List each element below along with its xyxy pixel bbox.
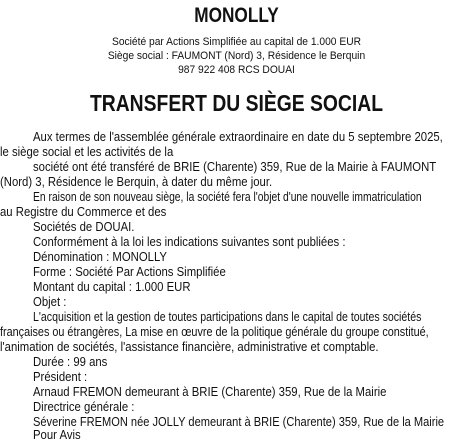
body-line: L'acquisition et la gestion de toutes participations dans le capital de toutes sociétés — [33, 310, 422, 324]
body-line: société ont été transféré de BRIE (Charente) 359, Rue de la Mairie à FAUMONT — [33, 160, 437, 174]
company-registration-number: 987 922 408 RCS DOUAI — [178, 64, 295, 76]
company-registered-office: Siège social : FAUMONT (Nord) 3, Résidence le Berquin — [107, 50, 366, 62]
body-line: Objet : — [33, 295, 67, 309]
company-name: MONOLLY — [194, 4, 279, 27]
notice-heading: TRANSFERT DU SIÈGE SOCIAL — [89, 90, 384, 116]
body-line: (Nord) 3, Résidence le Berquin, à dater du même jour. — [0, 175, 273, 189]
body-line: Dénomination : MONOLLY — [33, 250, 167, 264]
company-legal-form: Société par Actions Simplifiée au capital de 1.000 EUR — [111, 36, 362, 48]
body-line: Directrice générale : — [33, 400, 135, 414]
body-line: le siège social et les activités de la — [0, 145, 174, 159]
body-line: Montant du capital : 1.000 EUR — [33, 280, 191, 294]
body-line: Arnaud FREMON demeurant à BRIE (Charente) 359, Rue de la Mairie — [33, 385, 387, 399]
body-line: Pour Avis — [33, 428, 81, 442]
body-line: Président : — [33, 370, 88, 384]
body-line: Aux termes de l'assemblée générale extraordinaire en date du 5 septembre 2025, — [33, 130, 443, 144]
body-line: Sociétés de DOUAI. — [33, 220, 135, 234]
body-line: françaises ou étrangères, La mise en œuvre de la politique générale du groupe constitué, — [0, 325, 429, 339]
body-line: Séverine FREMON née JOLLY demeurant à BRIE (Charente) 359, Rue de la Mairie — [33, 415, 445, 429]
body-line: l'animation de sociétés, l'assistance financière, administrative et comptable. — [0, 340, 379, 354]
body-line: Forme : Société Par Actions Simplifiée — [33, 265, 226, 279]
body-line: Conformément à la loi les indications suivantes sont publiées : — [33, 235, 346, 249]
body-line: En raison de son nouveau siège, la société fera l'objet d'une nouvelle immatriculation — [33, 190, 422, 204]
body-line: Durée : 99 ans — [33, 355, 108, 369]
body-line: au Registre du Commerce et des — [0, 205, 167, 219]
